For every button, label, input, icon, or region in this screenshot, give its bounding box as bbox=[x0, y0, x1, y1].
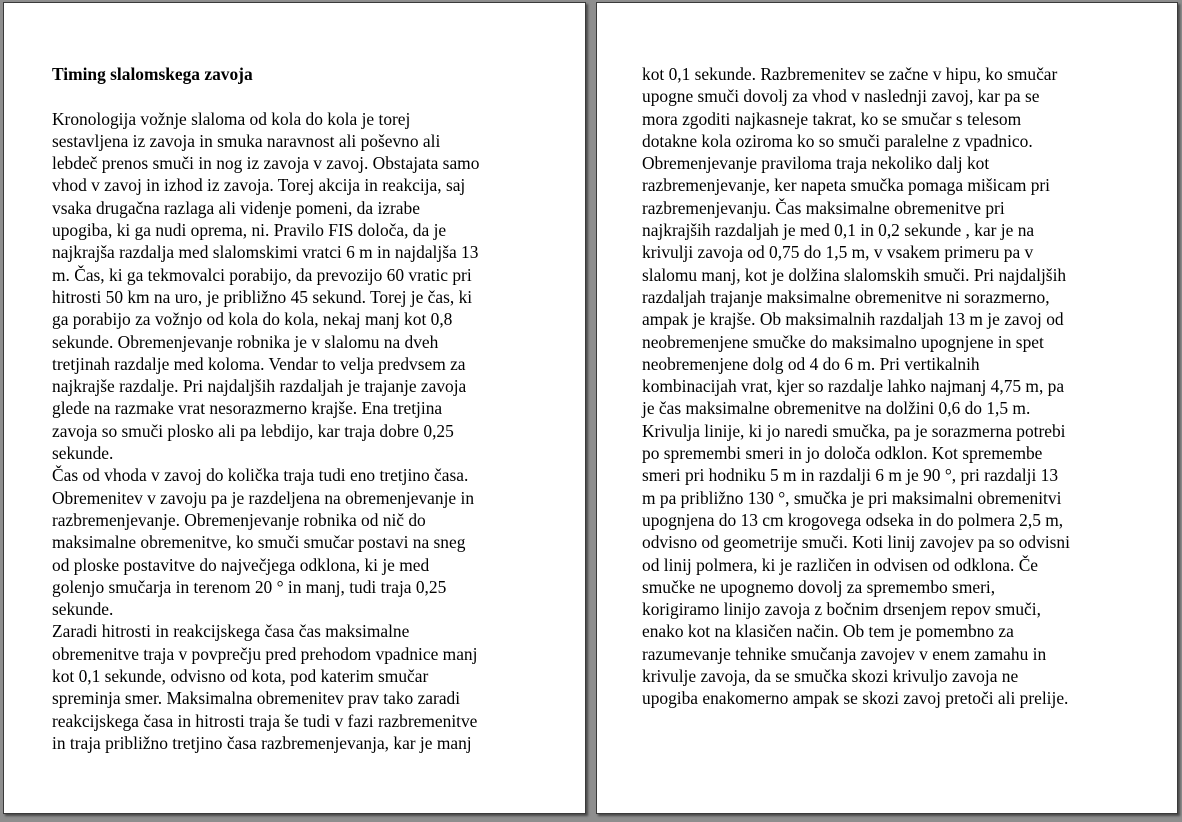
text-line: kot 0,1 sekunde. Razbremenitev se začne v hipu, ko smučar bbox=[642, 64, 1058, 84]
text-line: hitrosti 50 km na uro, je približno 45 sekund. Torej je čas, ki bbox=[52, 286, 473, 307]
page-2-text bbox=[642, 63, 1070, 710]
text-line: najkrajših razdaljah je med 0,1 in 0,2 sekunde , kar je na bbox=[642, 220, 1035, 241]
text-line: razdaljah trajanje maksimalne obremenitve ni sorazmerno, bbox=[642, 286, 1050, 307]
text-line: po spremembi smeri in jo določa odklon. Kot spremembe bbox=[642, 443, 1043, 464]
text-line: Krivulja linije, ki jo naredi smučka, pa je sorazmerna potrebi bbox=[642, 420, 1066, 441]
text-line: razumevanje tehnike smučanja zavojev v enem zamahu in bbox=[642, 643, 1047, 664]
text-line: korigiramo linijo zavoja z bočnim drsenjem repov smuči, bbox=[642, 599, 1041, 620]
text-line: smeri pri hodniku 5 m in razdalji 6 m je 90 °, pri razdalji 13 bbox=[642, 465, 1059, 486]
text-line: golenjo smučarja in terenom 20 ° in manj, tudi traja 0,25 bbox=[52, 576, 447, 597]
text-line: Zaradi hitrosti in reakcijskega časa čas maksimalne bbox=[52, 621, 410, 642]
document-page-1 bbox=[3, 2, 586, 814]
page-1-text bbox=[52, 63, 479, 754]
text-line: ga porabijo za vožnjo od kola do kola, nekaj manj kot 0,8 bbox=[52, 309, 453, 330]
text-line: tretjinah razdalje med koloma. Vendar to velja predvsem za bbox=[52, 353, 466, 374]
text-line: razbremenjevanje. Obremenjevanje robnika od nič do bbox=[52, 509, 426, 530]
page-1-body bbox=[52, 108, 479, 755]
text-line: smučke ne upognemo dovolj za spremembo smeri, bbox=[642, 576, 996, 597]
text-line: Obremenitev v zavoju pa je razdeljena na obremenjevanje in bbox=[52, 487, 475, 508]
text-line: odvisno od geometrije smuči. Koti linij zavojev pa so odvisni bbox=[642, 532, 1070, 553]
text-line: kombinacijah vrat, kjer so razdalje lahko najmanj 4,75 m, pa bbox=[642, 376, 1065, 397]
text-line: obremenitve traja v povprečju pred prehodom vpadnice manj bbox=[52, 643, 478, 664]
text-line: razbremenjevanje, ker napeta smučka pomaga mišicam pri bbox=[642, 175, 1051, 196]
text-line: od ploske postavitve do največjega odklona, ki je med bbox=[52, 554, 430, 575]
text-line: zavoja so smuči plosko ali pa lebdijo, kar traja dobre 0,25 bbox=[52, 420, 454, 441]
text-line: krivulje zavoja, da se smučka skozi krivuljo zavoja ne bbox=[642, 666, 1019, 687]
text-line: slalomu manj, kot je dolžina slalomskih smuči. Pri najdaljših bbox=[642, 264, 1067, 285]
text-line: sekunde. bbox=[52, 599, 114, 620]
text-line: je čas maksimalne obremenitve na dolžini 0,6 do 1,5 m. bbox=[642, 398, 1031, 419]
text-line: najkrajše razdalje. Pri najdaljših razdaljah je trajanje zavoja bbox=[52, 376, 467, 397]
text-line: najkrajša razdalja med slalomskimi vratci 6 m in najdaljša 13 bbox=[52, 242, 479, 263]
text-line: Čas od vhoda v zavoj do količka traja tudi eno tretjino časa. bbox=[52, 465, 469, 486]
text-line: od linij polmera, ki je različen in odvisen od odklona. Če bbox=[642, 554, 1039, 575]
text-line: reakcijskega časa in hitrosti traja še tudi v fazi razbremenitve bbox=[52, 710, 478, 731]
text-line: sekunde. bbox=[52, 443, 114, 464]
page-2-body bbox=[642, 63, 1070, 710]
text-line: upognjena do 13 cm krogovega odseka in do polmera 2,5 m, bbox=[642, 509, 1064, 530]
text-line: maksimalne obremenitve, ko smuči smučar postavi na sneg bbox=[52, 532, 466, 553]
text-line: lebdeč prenos smuči in nog iz zavoja v zavoj. Obstajata samo bbox=[52, 153, 480, 174]
text-line: Kronologija vožnje slaloma od kola do kola je torej bbox=[52, 108, 411, 129]
text-line: m. Čas, ki ga tekmovalci porabijo, da prevozijo 60 vratic pri bbox=[52, 264, 472, 285]
text-line: neobremenjene dolg od 4 do 6 m. Pri vertikalnih bbox=[642, 353, 980, 374]
text-line: glede na razmake vrat nesorazmerno krajše. Ena tretjina bbox=[52, 398, 443, 419]
text-line: dotakne kola oziroma ko so smuči paralelne z vpadnico. bbox=[642, 130, 1033, 151]
text-line: sekunde. Obremenjevanje robnika je v slalomu na dveh bbox=[52, 331, 439, 352]
text-line: Obremenjevanje praviloma traja nekoliko dalj kot bbox=[642, 153, 990, 174]
text-line: vhod v zavoj in izhod iz zavoja. Torej akcija in reakcija, saj bbox=[52, 175, 466, 196]
document-page-2 bbox=[596, 2, 1178, 814]
text-line: neobremenjene smučke do maksimalno upognjene in spet bbox=[642, 331, 1044, 352]
text-line: enako kot na klasičen način. Ob tem je pomembno za bbox=[642, 621, 1014, 642]
text-line: m pa približno 130 °, smučka je pri maksimalni obremenitvi bbox=[642, 487, 1062, 508]
text-line: ampak je krajše. Ob maksimalnih razdaljah 13 m je zavoj od bbox=[642, 309, 1064, 330]
text-line: razbremenjevanju. Čas maksimalne obremenitve pri bbox=[642, 197, 1005, 218]
document-title: Timing slalomskega zavoja bbox=[52, 64, 253, 84]
text-line: in traja približno tretjino časa razbremenjevanja, kar je manj bbox=[52, 732, 472, 753]
text-line: krivulji zavoja od 0,75 do 1,5 m, v vsakem primeru pa v bbox=[642, 242, 1034, 263]
text-line: upogiba, ki ga nudi oprema, ni. Pravilo FIS določa, da je bbox=[52, 220, 447, 241]
text-line: spreminja smer. Maksimalna obremenitev prav tako zaradi bbox=[52, 688, 461, 709]
text-line: mora zgoditi najkasneje takrat, ko se smučar s telesom bbox=[642, 108, 1022, 129]
text-line: sestavljena iz zavoja in smuka naravnost ali poševno ali bbox=[52, 130, 441, 151]
text-line: upogne smuči dovolj za vhod v naslednji zavoj, kar pa se bbox=[642, 86, 1040, 107]
text-line: kot 0,1 sekunde, odvisno od kota, pod katerim smučar bbox=[52, 666, 429, 687]
text-line: vsaka drugačna razlaga ali videnje pomeni, da izrabe bbox=[52, 197, 420, 218]
text-line: upogiba enakomerno ampak se skozi zavoj pretoči ali prelije. bbox=[642, 688, 1069, 709]
